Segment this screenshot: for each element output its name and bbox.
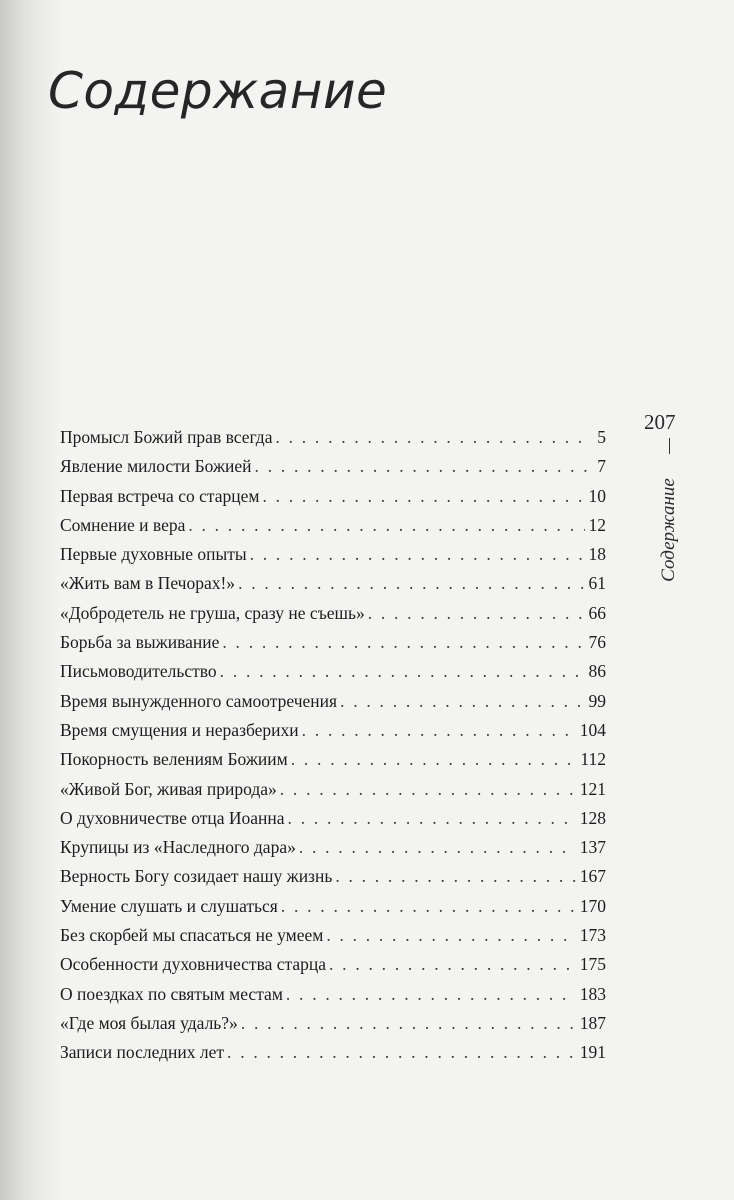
toc-entry (60, 892, 606, 921)
toc-entry (60, 540, 606, 569)
dot-leader (368, 599, 585, 628)
toc-entry (60, 628, 606, 657)
toc-entry (60, 921, 606, 950)
toc-entry-page: 76 (588, 632, 606, 653)
toc-entry-page: 7 (597, 456, 606, 477)
toc-entry (60, 833, 606, 862)
toc-entry-title: Сомнение и вера (60, 514, 186, 535)
toc-entry (60, 423, 606, 452)
page-number: 207 (644, 410, 676, 434)
dot-leader (275, 423, 592, 452)
toc-entry (60, 950, 606, 979)
toc-entry-title: Записи последних лет (60, 1042, 225, 1063)
toc-entry-title: О поездках по святым местам (60, 983, 283, 1004)
toc-entry-title: «Жить вам в Печорах!» (60, 573, 236, 594)
page-margin-runner (638, 410, 698, 610)
dot-leader (222, 628, 584, 657)
running-head: Содержание (658, 478, 679, 582)
toc-entry-title: Покорность велениям Божиим (60, 749, 288, 770)
dot-leader (250, 540, 585, 569)
toc-entry-title: Первые духовные опыты (60, 544, 247, 565)
toc-entry (60, 745, 606, 774)
toc-entry-page: 167 (579, 866, 606, 887)
dot-leader (329, 950, 576, 979)
toc-entry-page: 137 (579, 837, 606, 858)
dot-leader (281, 892, 576, 921)
toc-entry (60, 716, 606, 745)
toc-entry-page: 12 (588, 514, 606, 535)
toc-entry-title: Верность Богу созидает нашу жизнь (60, 866, 333, 887)
toc-entry-page: 175 (579, 954, 606, 975)
toc-entry-page: 86 (588, 661, 606, 682)
toc-entry-page: 128 (579, 807, 606, 828)
toc-entry-page: 61 (588, 573, 606, 594)
toc-entry (60, 862, 606, 891)
dot-leader (262, 482, 584, 511)
toc-entry-page: 5 (597, 427, 606, 447)
toc-entry-title: Время смущения и неразберихи (60, 719, 299, 740)
toc-entry-page: 18 (588, 544, 606, 565)
toc-entry-page: 104 (579, 719, 606, 740)
toc-entry (60, 511, 606, 540)
dot-leader (326, 921, 575, 950)
toc-entry-title: Явление милости Божией (60, 456, 252, 477)
dot-leader (288, 804, 576, 833)
dot-leader (291, 745, 577, 774)
toc-entry-page: 66 (588, 602, 606, 623)
toc-entry-title: «Где моя былая удаль?» (60, 1012, 238, 1033)
dot-leader (335, 862, 575, 891)
dot-leader (220, 657, 585, 686)
toc-entry-page: 121 (579, 778, 606, 799)
dot-leader (286, 980, 576, 1009)
toc-entry (60, 775, 606, 804)
toc-entry (60, 482, 606, 511)
toc-entry (60, 1009, 606, 1038)
dot-leader (302, 716, 576, 745)
dot-leader (340, 687, 584, 716)
table-of-contents (60, 423, 606, 1068)
dot-leader (280, 775, 576, 804)
page-heading: Содержание (48, 62, 388, 120)
toc-entry-title: Время вынужденного самоотречения (60, 690, 338, 711)
toc-entry-page: 99 (588, 690, 606, 711)
toc-entry-title: Без скорбей мы спасаться не умеем (60, 925, 324, 946)
dot-leader (188, 511, 584, 540)
toc-entry-title: Письмоводительство (60, 661, 217, 682)
toc-entry-title: Умение слушать и слушаться (60, 895, 278, 916)
dot-leader (299, 833, 576, 862)
dot-leader (255, 452, 592, 481)
toc-entry-page: 10 (588, 485, 606, 506)
toc-entry (60, 452, 606, 481)
toc-entry (60, 1038, 606, 1067)
toc-entry (60, 657, 606, 686)
toc-entry-title: Борьба за выживание (60, 632, 220, 653)
dot-leader (241, 1009, 576, 1038)
toc-entry-title: Промысл Божий прав всегда (60, 427, 273, 447)
toc-entry-page: 191 (579, 1042, 606, 1063)
toc-entry-page: 183 (579, 983, 606, 1004)
folio-rule (669, 438, 670, 454)
toc-entry (60, 687, 606, 716)
toc-entry (60, 980, 606, 1009)
toc-entry-title: Крупицы из «Наследного дара» (60, 837, 296, 858)
toc-entry-page: 187 (579, 1012, 606, 1033)
toc-entry (60, 804, 606, 833)
toc-entry (60, 569, 606, 598)
toc-entry-title: Первая встреча со старцем (60, 485, 260, 506)
toc-entry-title: «Живой Бог, живая природа» (60, 778, 277, 799)
toc-entry (60, 599, 606, 628)
dot-leader (227, 1038, 576, 1067)
toc-entry-page: 170 (579, 895, 606, 916)
toc-entry-title: О духовничестве отца Иоанна (60, 807, 285, 828)
toc-entry-title: «Добродетель не груша, сразу не съешь» (60, 602, 365, 623)
toc-entry-page: 173 (579, 925, 606, 946)
dot-leader (238, 569, 584, 598)
toc-entry-title: Особенности духовничества старца (60, 954, 327, 975)
toc-entry-page: 112 (580, 749, 606, 770)
